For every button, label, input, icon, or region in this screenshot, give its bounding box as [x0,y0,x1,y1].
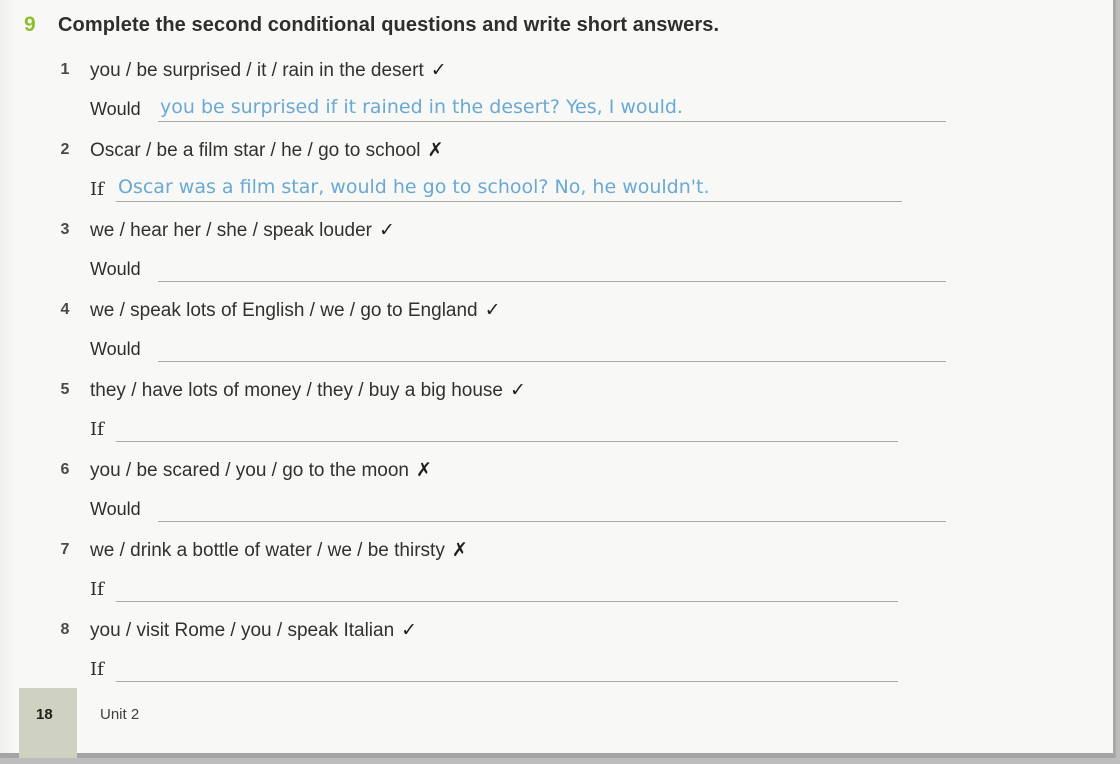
answer-line[interactable] [158,521,946,522]
check-mark-icon: ✓ [401,620,418,641]
answer-lead: Would [90,99,141,119]
check-mark-icon: ✓ [484,300,501,321]
prompt-text: they / have lots of money / they / buy a big house [90,380,503,401]
answer-lead: Would [90,259,141,279]
exercise-item-7 [0,541,1000,617]
answer-line[interactable] [158,361,946,362]
answer-lead: If [90,179,104,200]
item-prompt [90,379,526,402]
item-number: 4 [60,301,70,318]
answer-lead: If [90,579,104,600]
prompt-text: we / hear her / she / speak louder [90,220,372,241]
answer-line[interactable] [116,601,898,602]
exercise-item-5 [0,381,1000,457]
cross-mark-icon: ✗ [427,140,444,161]
answer-lead: Would [90,499,141,519]
prompt-text: you / visit Rome / you / speak Italian [90,620,395,641]
cross-mark-icon: ✗ [415,460,432,481]
item-number: 2 [60,141,70,158]
answer-text: Oscar was a film star, would he go to school? No, he wouldn't. [118,176,710,198]
check-mark-icon: ✓ [509,380,526,401]
prompt-text: Oscar / be a film star / he / go to school [90,140,421,161]
item-prompt [90,459,432,482]
answer-line[interactable] [116,441,898,442]
item-number: 3 [60,221,70,238]
item-number: 8 [60,621,70,638]
answer-line[interactable] [158,281,946,282]
prompt-text: you / be surprised / it / rain in the desert [90,60,424,81]
exercise-instruction: Complete the second conditional questions and write short answers. [58,14,720,36]
item-prompt [90,219,395,242]
exercise-number: 9 [24,13,36,36]
item-prompt [90,139,443,162]
unit-label: Unit 2 [100,706,140,723]
page-number: 18 [36,706,53,723]
check-mark-icon: ✓ [430,60,447,81]
item-number: 5 [60,381,70,398]
page-number-block [19,688,77,758]
prompt-text: you / be scared / you / go to the moon [90,460,409,481]
item-prompt [90,59,447,82]
item-number: 7 [60,541,70,558]
exercise-item-6 [0,461,1000,537]
item-prompt [90,619,417,642]
item-prompt [90,299,501,322]
item-number: 1 [60,61,70,78]
exercise-item-1 [0,61,1000,137]
answer-lead: If [90,419,104,440]
prompt-text: we / drink a bottle of water / we / be thirsty [90,540,445,561]
answer-text: you be surprised if it rained in the desert? Yes, I would. [160,96,683,118]
exercise-item-2 [0,141,1000,217]
item-prompt [90,539,468,562]
answer-line[interactable] [116,176,902,202]
exercise-item-4 [0,301,1000,377]
answer-lead: If [90,659,104,680]
exercise-item-8 [0,621,1000,697]
answer-lead: Would [90,339,141,359]
prompt-text: we / speak lots of English / we / go to England [90,300,478,321]
check-mark-icon: ✓ [379,220,395,241]
exercise-item-3 [0,221,1000,297]
answer-line[interactable] [158,96,946,122]
cross-mark-icon: ✗ [451,540,468,561]
item-number: 6 [60,461,70,478]
answer-line[interactable] [116,681,898,682]
